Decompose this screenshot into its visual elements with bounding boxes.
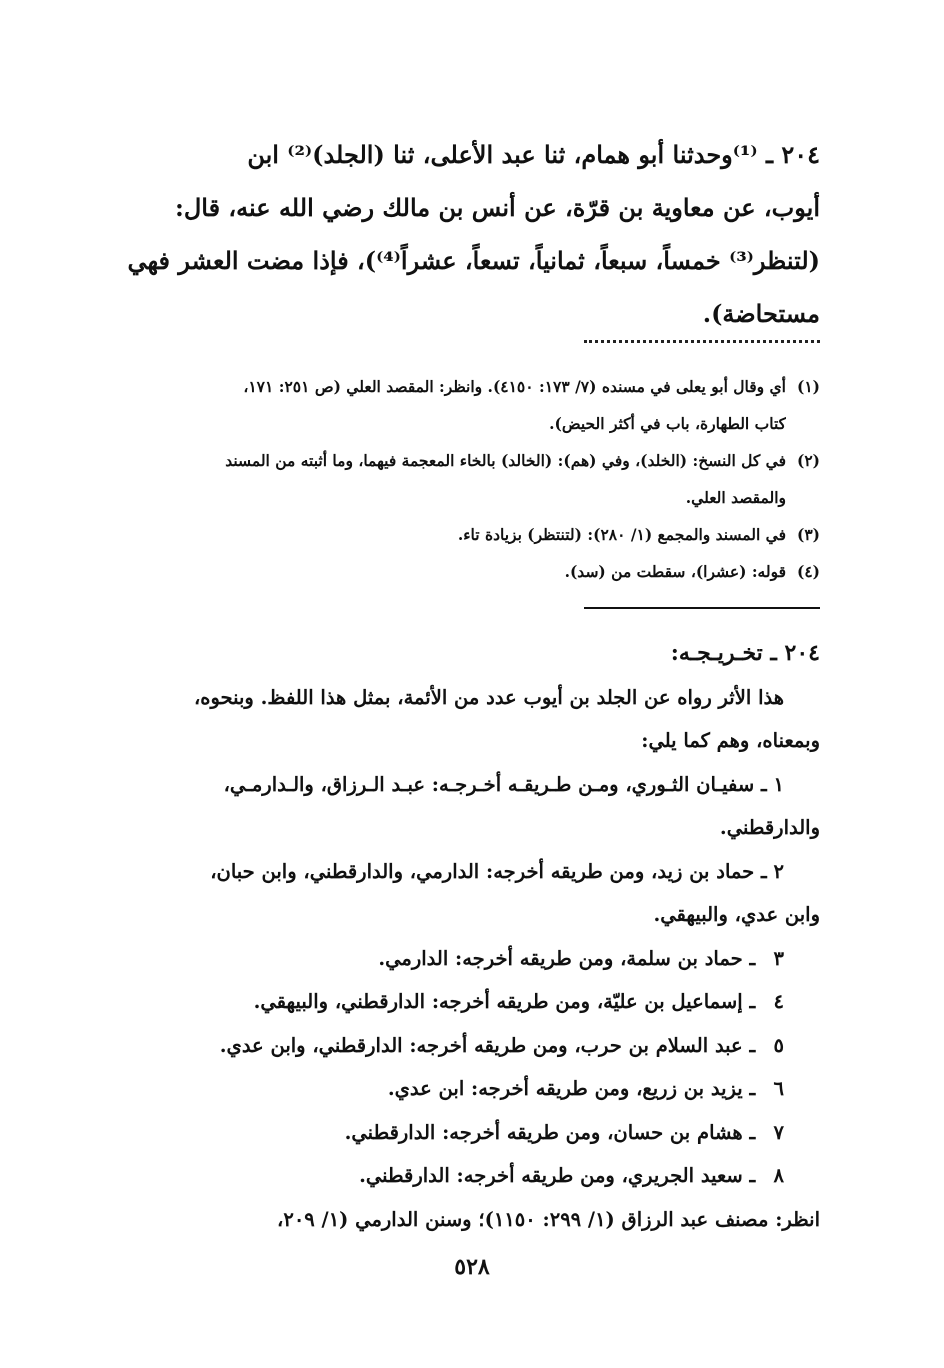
hadith-text: [104, 128, 820, 340]
narrator-item: [104, 1067, 820, 1111]
narrator-item-text: ـ حماد بن سلمة، ومن طريقه أخرجه: الدارمي.: [378, 946, 756, 970]
footnote-number: (١): [796, 377, 820, 396]
see-also-reference: انظر: مصنف عبد الرزاق (١/ ٢٩٩: ١١٥٠)؛ وسنن الدارمي (١/ ٢٠٩،: [277, 1207, 820, 1231]
narrator-item-number: ٧: [773, 1120, 784, 1144]
footnote-line: في المسند والمجمع (١/ ٢٨٠): (لتنتظر) بزيادة تاء.: [457, 525, 786, 544]
footnote-text: [104, 442, 786, 516]
footnote-number: (٤): [796, 562, 820, 581]
narrator-item-number: ٨: [773, 1164, 784, 1187]
narrator-item: [104, 1111, 820, 1155]
footnote-1: [104, 368, 820, 442]
narrator-item-number: ٥: [773, 1033, 784, 1057]
footnotes: [104, 368, 820, 590]
narrator-item-text: ـ سعيد الجريري، ومن طريقه أخرجه: الدارقطني.: [359, 1164, 756, 1187]
narrator-item: [104, 980, 820, 1024]
footnote-4: [104, 553, 820, 590]
footnote-text: [104, 368, 786, 442]
narrator-item-text: ـ عبد السلام بن حرب، ومن طريقه أخرجه: الدارقطني، وابن عدي.: [219, 1033, 756, 1057]
narrator-item-1-cont: والدارقطني.: [719, 816, 820, 839]
footnote-separator-dots: [584, 340, 820, 343]
footnote-line: كتاب الطهارة، باب في أكثر الحيض).: [549, 414, 786, 433]
narrator-item: [104, 1024, 820, 1068]
narrator-item: [104, 1154, 820, 1198]
narrator-item-2-cont: وابن عدي، والبيهقي.: [653, 903, 820, 926]
hadith-line: مستحاضة).: [702, 299, 820, 328]
section-divider: [584, 607, 820, 609]
takhrij-title: ٢٠٤ ـ تخـريـجـه:: [670, 640, 820, 666]
footnote-text: [104, 516, 786, 553]
takhrij-intro-line: هذا الأثر رواه عن الجلد بن أيوب عدد من الأئمة، بمثل هذا اللفظ. وبنحوه،: [193, 685, 784, 709]
page-number: ٥٢٨: [454, 1254, 490, 1280]
hadith-line: (لتنظر⁽³⁾ خمساً، سبعاً، ثمانياً، تسعاً، عشراً⁽⁴⁾)، فإذا مضت العشر فهي: [127, 246, 820, 275]
narrator-item-2: ٢ ـ حماد بن زيد، ومن طريقه أخرجه: الدارمي، والدارقطني، وابن حبان،: [210, 859, 784, 883]
footnote-line: أي وقال أبو يعلى في مسنده (٧/ ١٧٣: ٤١٥٠). وانظر: المقصد العلي (ص ٢٥١: ١٧١،: [243, 377, 786, 396]
narrator-item-number: ٦: [773, 1077, 784, 1100]
takhrij-section: [104, 632, 820, 1241]
hadith-line: أيوب، عن معاوية بن قرّة، عن أنس بن مالك رضي الله عنه، قال:: [174, 193, 820, 222]
footnote-line: قوله: (عشرا)، سقطت من (سد).: [564, 562, 786, 581]
narrator-item-text: ـ يزيد بن زريع، ومن طريقه أخرجه: ابن عدي.: [387, 1077, 756, 1100]
footnote-3: [104, 516, 820, 553]
footnote-line: والمقصد العلي.: [685, 488, 786, 507]
narrator-item-text: ـ إسماعيل بن عليّة، ومن طريقه أخرجه: الدارقطني، والبيهقي.: [253, 990, 756, 1013]
footnote-number: (٢): [796, 451, 820, 470]
narrator-item-number: ٣: [773, 946, 784, 970]
narrator-item-1: ١ ـ سفيـان الثـوري، ومـن طـريقـه أخـرجـه: عبـد الـرزاق، والـدارمـي،: [223, 772, 784, 796]
footnote-number: (٣): [796, 525, 820, 544]
footnote-line: في كل النسخ: (الخلد)، وفي (هم): (الخالد) بالخاء المعجمة فيهما، وما أثبته من المسند: [225, 451, 786, 470]
narrator-item-number: ٤: [773, 990, 784, 1013]
takhrij-intro-line: وبمعناه، وهم كما يلي:: [641, 729, 820, 752]
narrator-item-text: ـ هشام بن حسان، ومن طريقه أخرجه: الدارقطني.: [344, 1120, 756, 1144]
narrator-item: [104, 937, 820, 981]
footnote-2: [104, 442, 820, 516]
hadith-line: ٢٠٤ ـ ⁽¹⁾وحدثنا أبو همام، ثنا عبد الأعلى، ثنا (الجلد)⁽²⁾ ابن: [247, 140, 820, 169]
footnote-text: [104, 553, 786, 590]
